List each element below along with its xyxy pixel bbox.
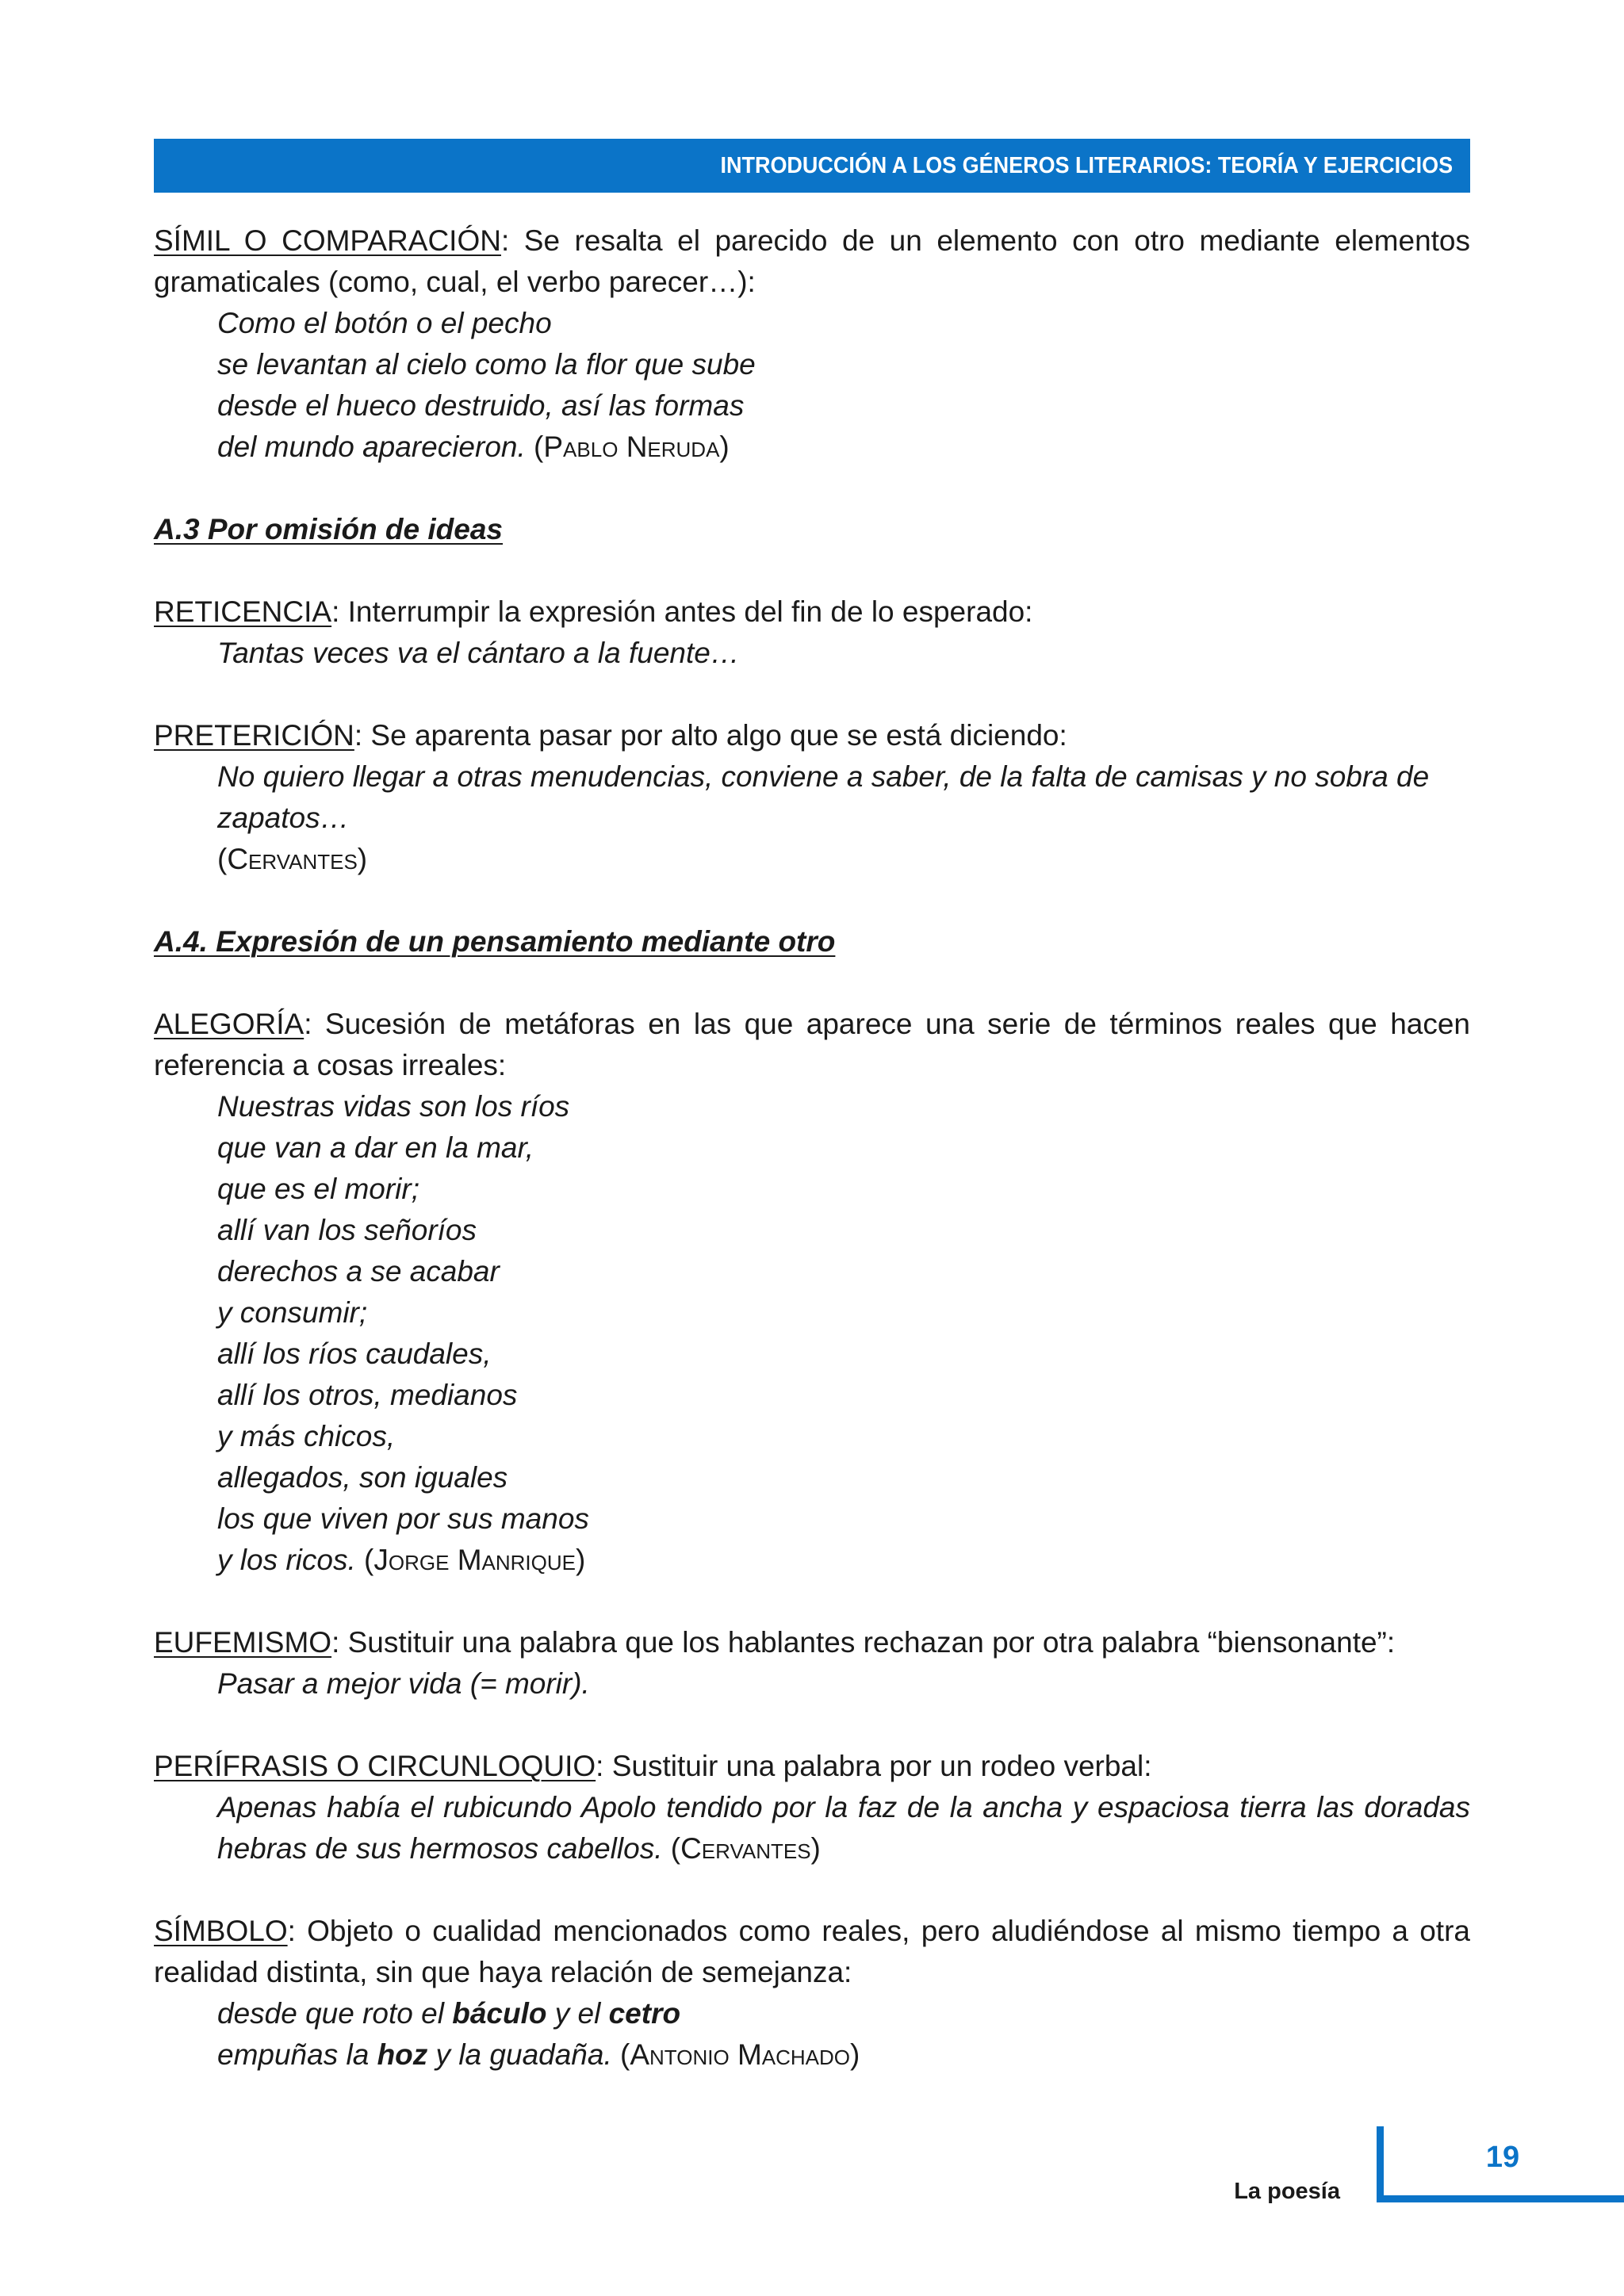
alegoria-definition: [154, 1004, 1470, 1086]
simbolo-source: (Antonio Machado): [620, 2038, 860, 2071]
alegoria-verse-12-text: y los ricos.: [217, 1544, 356, 1576]
perifrasis-text: : Sustituir una palabra por un rodeo verbal:: [596, 1750, 1152, 1782]
simbolo-text: : Objeto o cualidad mencionados como reales, pero aludiéndose al mismo tiempo a otra realidad distinta, sin que haya relación de semejanza:: [154, 1915, 1470, 1988]
reticencia-definition: [154, 591, 1470, 633]
simil-verse-4: [154, 427, 1470, 468]
simil-verse-2: se levantan al cielo como la flor que sube: [217, 348, 756, 381]
simil-verse-1: Como el botón o el pecho: [217, 307, 552, 339]
header-bar: [154, 139, 1470, 193]
alegoria-source: (Jorge Manrique): [364, 1544, 586, 1576]
alegoria-verse-4: allí van los señoríos: [217, 1214, 477, 1246]
simil-verse-3: desde el hueco destruido, así las formas: [217, 389, 745, 422]
simbolo-verse-1-c: y el: [546, 1997, 609, 2030]
alegoria-verse-11: los que viven por sus manos: [217, 1502, 589, 1535]
perifrasis-example-text: Apenas había el rubicundo Apolo tendido por la faz de la ancha y espaciosa tierra las doradas hebras de sus hermosos cabellos.: [217, 1791, 1470, 1865]
alegoria-verse-6: y consumir;: [217, 1296, 368, 1329]
perifrasis-definition: [154, 1746, 1470, 1787]
alegoria-verse-9: y más chicos,: [217, 1420, 396, 1452]
alegoria-verse-12: [154, 1540, 1470, 1581]
simbolo-word-hoz: hoz: [377, 2038, 428, 2071]
simbolo-verse-2-a: empuñas la: [217, 2038, 377, 2071]
page-content: [154, 220, 1470, 2076]
reticencia-text: : Interrumpir la expresión antes del fin de lo esperado:: [331, 595, 1033, 628]
header-title: INTRODUCCIÓN A LOS GÉNEROS LITERARIOS: TEORÍA Y EJERCICIOS: [720, 152, 1453, 178]
alegoria-verse-8: allí los otros, medianos: [217, 1379, 518, 1411]
alegoria-verse-1: Nuestras vidas son los ríos: [217, 1090, 570, 1123]
simbolo-definition: [154, 1911, 1470, 1993]
pretericion-example: No quiero llegar a otras menudencias, conviene a saber, de la falta de camisas y no sobra de zapatos…: [217, 760, 1430, 834]
eufemismo-text: : Sustituir una palabra que los hablantes rechazan por otra palabra “biensonante”:: [331, 1626, 1396, 1659]
page-number: 19: [1485, 2141, 1520, 2174]
simbolo-verse-2-c: y la guadaña.: [427, 2038, 612, 2071]
pretericion-text: : Se aparenta pasar por alto algo que se está diciendo:: [354, 719, 1067, 752]
simbolo-word-baculo: báculo: [452, 1997, 547, 2030]
simbolo-term: SÍMBOLO: [154, 1915, 288, 1947]
simbolo-word-cetro: cetro: [608, 1997, 681, 2030]
pretericion-definition: [154, 715, 1470, 756]
pretericion-term: PRETERICIÓN: [154, 719, 354, 752]
section-a3-title: A.3 Por omisión de ideas: [154, 513, 504, 545]
alegoria-verse-10: allegados, son iguales: [217, 1461, 508, 1494]
alegoria-verse-7: allí los ríos caudales,: [217, 1337, 492, 1370]
alegoria-verse-2: que van a dar en la mar,: [217, 1131, 534, 1164]
alegoria-verse-5: derechos a se acabar: [217, 1255, 500, 1288]
alegoria-verse-3: que es el morir;: [217, 1173, 419, 1205]
eufemismo-definition: [154, 1622, 1470, 1663]
simil-source: (Pablo Neruda): [534, 430, 730, 463]
simil-text: : Se resalta el parecido de un elemento con otro mediante elementos gramaticales (como, cual, el verbo parecer…):: [154, 224, 1471, 298]
pretericion-source: (Cervantes): [217, 843, 368, 875]
perifrasis-example: [154, 1787, 1470, 1869]
eufemismo-term: EUFEMISMO: [154, 1626, 332, 1659]
simil-definition: [154, 220, 1470, 303]
simbolo-verse-2: [154, 2034, 1470, 2076]
perifrasis-term: PERÍFRASIS O CIRCUNLOQUIO: [154, 1750, 596, 1782]
simbolo-verse-1: [154, 1993, 1470, 2034]
reticencia-example: Tantas veces va el cántaro a la fuente…: [217, 637, 740, 669]
eufemismo-example: Pasar a mejor vida (= morir).: [217, 1667, 590, 1700]
simbolo-verse-1-a: desde que roto el: [217, 1997, 453, 2030]
pretericion-source-line: [154, 839, 1470, 880]
footer-section-label: La poesía: [1234, 2179, 1340, 2204]
alegoria-term: ALEGORÍA: [154, 1008, 304, 1040]
simil-verse-4-text: del mundo aparecieron.: [217, 430, 526, 463]
reticencia-term: RETICENCIA: [154, 595, 332, 628]
perifrasis-source: (Cervantes): [670, 1832, 821, 1865]
alegoria-text: : Sucesión de metáforas en las que aparece una serie de términos reales que hacen referencia a cosas irreales:: [154, 1008, 1470, 1081]
section-a4-title: A.4. Expresión de un pensamiento mediante otro: [154, 925, 836, 958]
simil-term: SÍMIL O COMPARACIÓN: [154, 224, 501, 257]
